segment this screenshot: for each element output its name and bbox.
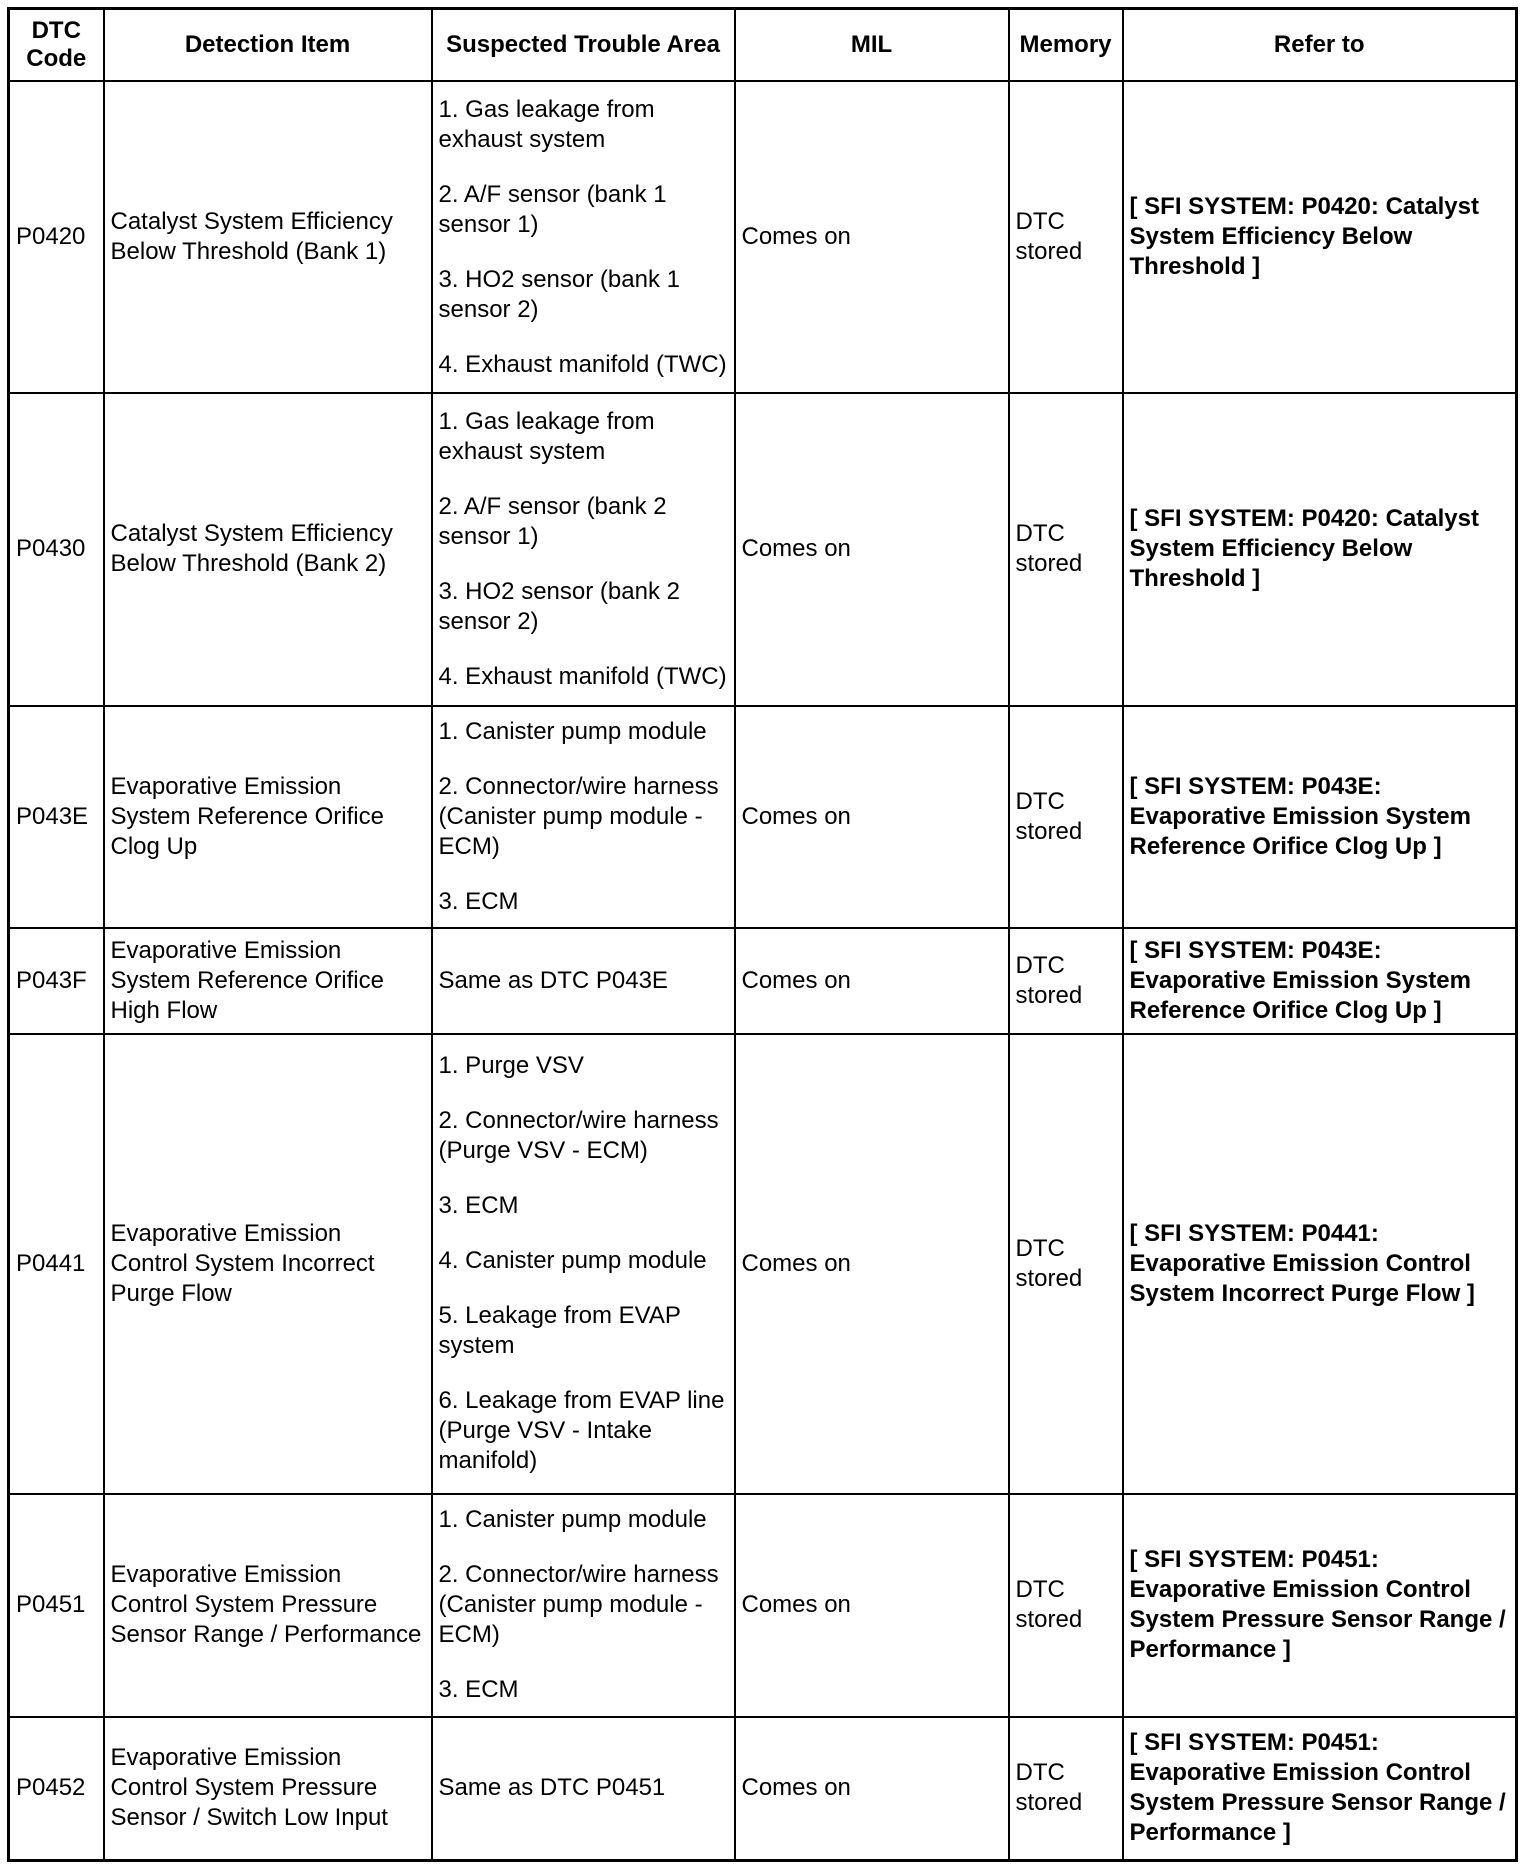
dtc-code-cell: P0452: [9, 1717, 104, 1861]
trouble-area-item: 4. Canister pump module: [438, 1247, 707, 1275]
table-row: [9, 1494, 1517, 1716]
detection-item-cell: Catalyst System Efficiency Below Threshold (Bank 2): [104, 393, 432, 705]
detection-item-cell: Catalyst System Efficiency Below Threshold (Bank 1): [104, 81, 432, 393]
refer-to-link[interactable]: [ SFI SYSTEM: P043E: Evaporative Emission System Reference Orifice Clog Up ]: [1123, 706, 1517, 928]
header-detection-item: Detection Item: [104, 9, 432, 82]
mil-cell: Comes on: [735, 1717, 1009, 1861]
detection-item-cell: Evaporative Emission Control System Incorrect Purge Flow: [104, 1034, 432, 1494]
table-row: [9, 706, 1517, 928]
detection-item-cell: Evaporative Emission System Reference Orifice High Flow: [104, 928, 432, 1034]
trouble-area-item: 6. Leakage from EVAP line (Purge VSV - Intake manifold): [438, 1387, 725, 1475]
refer-to-link[interactable]: [ SFI SYSTEM: P0451: Evaporative Emission Control System Pressure Sensor Range / Performance ]: [1123, 1494, 1517, 1716]
trouble-area-cell: [432, 706, 735, 928]
trouble-area-item: 3. HO2 sensor (bank 2 sensor 2): [438, 577, 680, 635]
mil-cell: Comes on: [735, 393, 1009, 705]
memory-cell: DTC stored: [1009, 706, 1123, 928]
mil-cell: Comes on: [735, 81, 1009, 393]
refer-to-link[interactable]: [ SFI SYSTEM: P0420: Catalyst System Efficiency Below Threshold ]: [1123, 81, 1517, 393]
mil-cell: Comes on: [735, 1034, 1009, 1494]
dtc-code-cell: P0420: [9, 81, 104, 393]
table-row: [9, 393, 1517, 705]
memory-cell: DTC stored: [1009, 1494, 1123, 1716]
trouble-area-item: 1. Canister pump module: [438, 717, 707, 745]
trouble-area-item: 5. Leakage from EVAP system: [438, 1302, 681, 1360]
detection-item-cell: Evaporative Emission Control System Pressure Sensor / Switch Low Input: [104, 1717, 432, 1861]
trouble-area-item: 2. A/F sensor (bank 2 sensor 1): [438, 492, 667, 550]
refer-to-link[interactable]: [ SFI SYSTEM: P043E: Evaporative Emission System Reference Orifice Clog Up ]: [1123, 928, 1517, 1034]
dtc-code-cell: P0451: [9, 1494, 104, 1716]
dtc-code-cell: P043E: [9, 706, 104, 928]
trouble-area-item: 4. Exhaust manifold (TWC): [438, 350, 727, 378]
trouble-area-item: 3. ECM: [438, 1676, 519, 1704]
header-mil: MIL: [735, 9, 1009, 82]
trouble-area-cell: [432, 1494, 735, 1716]
dtc-table: [7, 7, 1518, 1862]
trouble-area-item: 3. ECM: [438, 887, 519, 915]
detection-item-cell: Evaporative Emission Control System Pressure Sensor Range / Performance: [104, 1494, 432, 1716]
table-row: [9, 1034, 1517, 1494]
trouble-area-item: 2. Connector/wire harness (Canister pump module - ECM): [438, 1561, 719, 1649]
header-refer-to: Refer to: [1123, 9, 1517, 82]
detection-item-cell: Evaporative Emission System Reference Orifice Clog Up: [104, 706, 432, 928]
trouble-area-item: 3. HO2 sensor (bank 1 sensor 2): [438, 265, 680, 323]
trouble-area-item: 1. Canister pump module: [438, 1506, 707, 1534]
header-dtc-code: DTC Code: [9, 9, 104, 82]
refer-to-link[interactable]: [ SFI SYSTEM: P0441: Evaporative Emission Control System Incorrect Purge Flow ]: [1123, 1034, 1517, 1494]
trouble-area-item: 4. Exhaust manifold (TWC): [438, 662, 727, 690]
refer-to-link[interactable]: [ SFI SYSTEM: P0451: Evaporative Emission Control System Pressure Sensor Range / Performance ]: [1123, 1717, 1517, 1861]
table-row: [9, 81, 1517, 393]
trouble-area-item: 1. Gas leakage from exhaust system: [438, 95, 655, 153]
trouble-area-item: 2. Connector/wire harness (Canister pump module - ECM): [438, 772, 719, 860]
trouble-area-item: 1. Purge VSV: [438, 1052, 584, 1080]
table-header: [9, 9, 1517, 82]
table-row: [9, 1717, 1517, 1861]
memory-cell: DTC stored: [1009, 1717, 1123, 1861]
header-memory: Memory: [1009, 9, 1123, 82]
trouble-area-item: 2. Connector/wire harness (Purge VSV - ECM): [438, 1107, 719, 1165]
trouble-area-item: 3. ECM: [438, 1192, 519, 1220]
trouble-area-item: Same as DTC P043E: [438, 966, 668, 994]
trouble-area-cell: [432, 1034, 735, 1494]
trouble-area-cell: [432, 393, 735, 705]
dtc-code-cell: P043F: [9, 928, 104, 1034]
trouble-area-item: Same as DTC P0451: [438, 1774, 666, 1802]
trouble-area-cell: [432, 1717, 735, 1861]
memory-cell: DTC stored: [1009, 81, 1123, 393]
header-suspected-area: Suspected Trouble Area: [432, 9, 735, 82]
mil-cell: Comes on: [735, 706, 1009, 928]
dtc-code-cell: P0430: [9, 393, 104, 705]
refer-to-link[interactable]: [ SFI SYSTEM: P0420: Catalyst System Efficiency Below Threshold ]: [1123, 393, 1517, 705]
trouble-area-cell: [432, 81, 735, 393]
dtc-code-cell: P0441: [9, 1034, 104, 1494]
mil-cell: Comes on: [735, 928, 1009, 1034]
trouble-area-item: 2. A/F sensor (bank 1 sensor 1): [438, 180, 667, 238]
memory-cell: DTC stored: [1009, 393, 1123, 705]
mil-cell: Comes on: [735, 1494, 1009, 1716]
header-row: [9, 9, 1517, 82]
table-row: [9, 928, 1517, 1034]
memory-cell: DTC stored: [1009, 928, 1123, 1034]
memory-cell: DTC stored: [1009, 1034, 1123, 1494]
trouble-area-item: 1. Gas leakage from exhaust system: [438, 407, 655, 465]
trouble-area-cell: [432, 928, 735, 1034]
